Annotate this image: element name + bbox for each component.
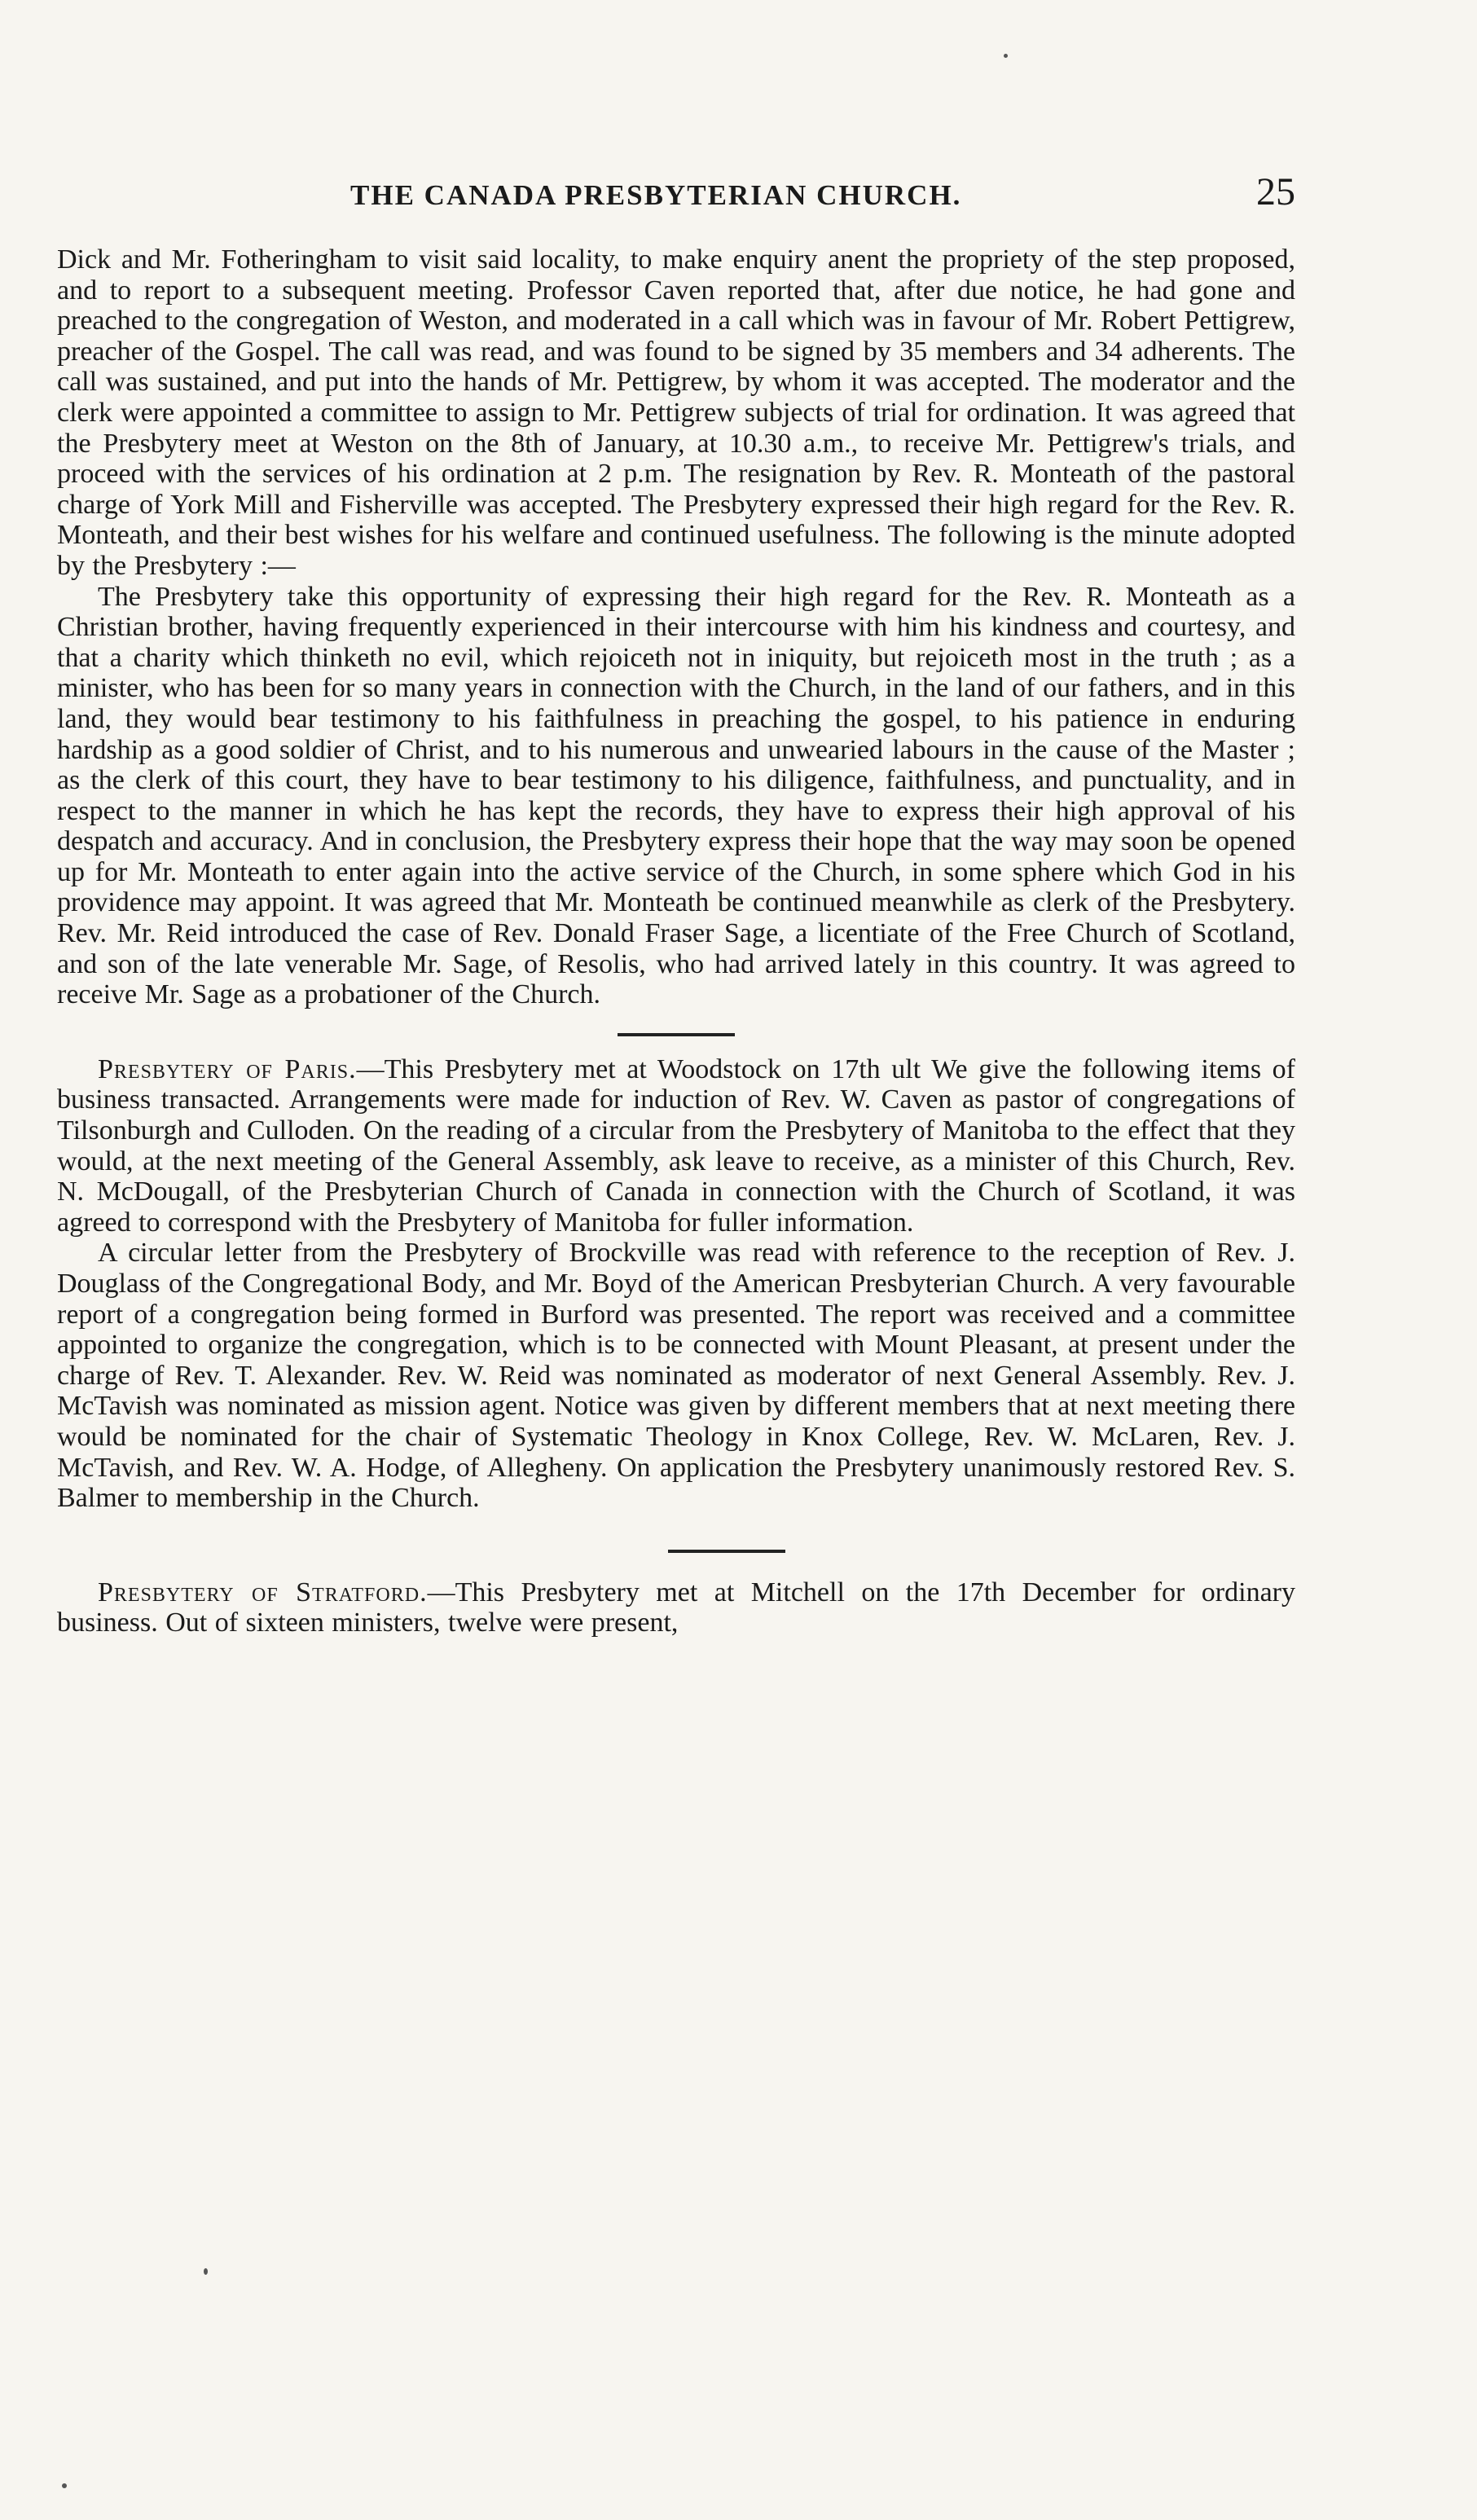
page-header <box>57 163 1295 220</box>
scan-speck <box>1004 54 1008 58</box>
section-heading: Presbytery of Stratford. <box>98 1577 428 1607</box>
scan-speck <box>62 2483 67 2488</box>
paragraph: The Presbytery take this opportunity of expressing their high regard for the Rev. R. Monteath as a Christian brother, having frequently experienced in their intercourse with him his kindness and courtesy, and that a charity which thinketh no evil, which rejoiceth not in iniquity, but rejoiceth most in the truth ; as a minister, who has been for so many years in connection with the Church, in the land of our fathers, and in this land, they would bear testimony to his faithfulness in preaching the gospel, to his patience in enduring hardship as a good soldier of Christ, and to his numerous and unwearied labours in the cause of the Master ; as the clerk of this court, they have to bear testimony to his diligence, faithfulness, and punctuality, and in respect to the manner in which he has kept the records, they have to express their high approval of his despatch and accuracy. And in conclusion, the Presbytery express their hope that the way may soon be opened up for Mr. Monteath to enter again into the active service of the Church, in some sphere which God in his providence may appoint. It was agreed that Mr. Monteath be continued meanwhile as clerk of the Presbytery. Rev. Mr. Reid introduced the case of Rev. Donald Fraser Sage, a licentiate of the Free Church of Scotland, and son of the late venerable Mr. Sage, of Resolis, who had arrived lately in this country. It was agreed to receive Mr. Sage as a probationer of the Church. <box>57 581 1295 1010</box>
paragraph: A circular letter from the Presbytery of Brockville was read with reference to the reception of Rev. J. Douglass of the Congregational Body, and Mr. Boyd of the American Presbyterian Church. A very favourable report of a congregation being formed in Burford was presented. The report was received and a committee appointed to organize the congregation, which is to be connected with Mount Pleasant, at present under the charge of Rev. T. Alexander. Rev. W. Reid was nominated as moderator of next General Assembly. Rev. J. McTavish was nominated as mission agent. Notice was given by different members that at next meeting there would be nominated for the chair of Systematic Theology in Knox College, Rev. W. McLaren, Rev. J. McTavish, and Rev. W. A. Hodge, of Allegheny. On application the Presbytery unanimously restored Rev. S. Balmer to membership in the Church. <box>57 1238 1295 1514</box>
paragraph: Dick and Mr. Fotheringham to visit said locality, to make enquiry anent the propriety of the step proposed, and to report to a subsequent meeting. Professor Caven reported that, after due notice, he had gone and preached to the congregation of Weston, and moderated in a call which was in favour of Mr. Robert Pettigrew, preacher of the Gospel. The call was read, and was found to be signed by 35 members and 34 adherents. The call was sustained, and put into the hands of Mr. Pettigrew, by whom it was accepted. The moderator and the clerk were appointed a committee to assign to Mr. Pettigrew subjects of trial for ordination. It was agreed that the Presbytery meet at Weston on the 8th of January, at 10.30 a.m., to receive Mr. Pettigrew's trials, and proceed with the services of his ordination at 2 p.m. The resignation by Rev. R. Monteath of the pastoral charge of York Mill and Fisherville was accepted. The Presbytery expressed their high regard for the Rev. R. Monteath, and their best wishes for his welfare and continued usefulness. The following is the minute adopted by the Presbytery :— <box>57 244 1295 581</box>
paragraph-text: —This Presbytery met at Woodstock on 17th ult We give the following items of business transacted. Arrangements were made for induction of Rev. W. Caven as pastor of congregations of Tilsonburgh and Culloden. On the reading of a circular from the Presbytery of Manitoba to the effect that they would, at the next meeting of the General Assembly, ask leave to receive, as a minister of this Church, Rev. N. McDougall, of the Presbyterian Church of Canada in connection with the Church of Scotland, it was agreed to correspond with the Presbytery of Manitoba for fuller information. <box>57 1053 1295 1238</box>
running-title: THE CANADA PRESBYTERIAN CHURCH. <box>350 179 962 211</box>
section-toronto-minutes <box>57 244 1295 1010</box>
section-heading: Presbytery of Paris. <box>98 1053 357 1084</box>
section-presbytery-of-stratford <box>57 1577 1295 1638</box>
section-divider <box>618 1033 735 1036</box>
section-presbytery-of-paris <box>57 1054 1295 1514</box>
page-number: 25 <box>1256 170 1295 213</box>
document-page <box>57 163 1295 1638</box>
scan-speck <box>204 2268 208 2275</box>
section-divider <box>668 1550 785 1553</box>
paragraph-text: —This Presbytery met at Mitchell on the 17th December for ordinary business. Out of sixteen ministers, twelve were present, <box>57 1577 1295 1638</box>
